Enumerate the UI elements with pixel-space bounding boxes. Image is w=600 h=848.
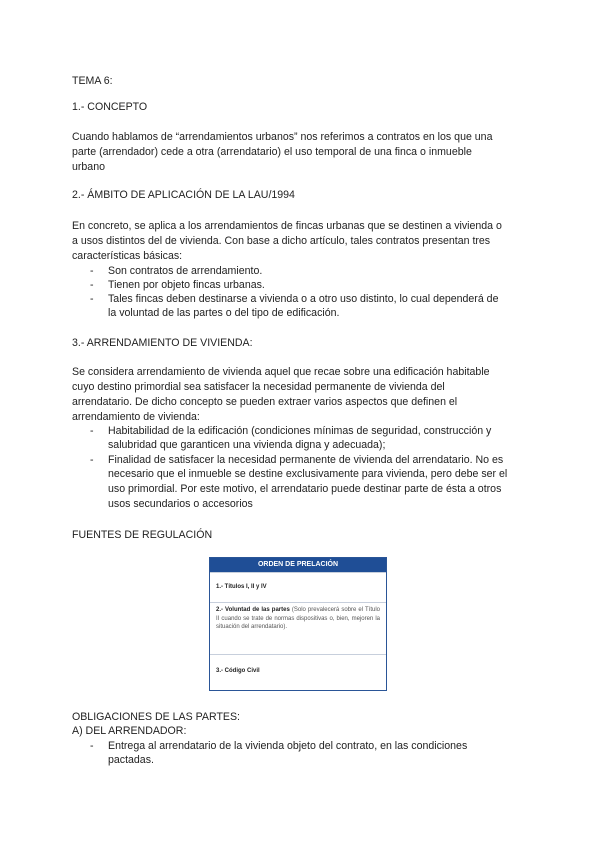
bullet-dash: - (90, 740, 94, 752)
s3-bullet-line: Habitabilidad de la edificación (condiciones mínimas de seguridad, construcción y (108, 425, 492, 437)
s2-bullet-line: Tienen por objeto fincas urbanas. (108, 279, 265, 291)
obligaciones-heading: OBLIGACIONES DE LAS PARTES: (72, 711, 240, 723)
table-row (210, 602, 386, 654)
section-1-heading: 1.- CONCEPTO (72, 101, 148, 113)
section-2-heading: 2.- ÁMBITO DE APLICACIÓN DE LA LAU/1994 (72, 189, 295, 201)
s3-bullet-line: salubridad que garanticen una vivienda digna y adecuada); (108, 439, 386, 451)
obligaciones-subheading: A) DEL ARRENDADOR: (72, 725, 187, 737)
table-row (210, 654, 386, 687)
s1-line: urbano (72, 161, 105, 173)
table-row (210, 572, 386, 602)
obligaciones-bullet-line: pactadas. (108, 754, 154, 766)
obligaciones-bullet-line: Entrega al arrendatario de la vivienda objeto del contrato, en las condiciones (108, 740, 468, 752)
s3-line: Se considera arrendamiento de vivienda aquel que recae sobre una edificación habitable (72, 366, 490, 378)
s2-line: En concreto, se aplica a los arrendamientos de fincas urbanas que se destinen a vivienda o (72, 220, 502, 232)
fuentes-heading: FUENTES DE REGULACIÓN (72, 529, 213, 541)
s1-line: Cuando hablamos de “arrendamientos urbanos” nos referimos a contratos en los que una (72, 131, 493, 143)
table-row-2-bold: 2.- Voluntad de las partes (216, 607, 290, 613)
bullet-dash: - (90, 454, 94, 466)
s3-bullet-line: Finalidad de satisfacer la necesidad permanente de vivienda del arrendatario. No es (108, 454, 504, 466)
section-3-heading: 3.- ARRENDAMIENTO DE VIVIENDA: (72, 337, 253, 349)
prelacion-table (209, 557, 387, 691)
s1-line: parte (arrendador) cede a otra (arrendatario) el uso temporal de una finca o inmueble (72, 146, 472, 158)
table-header: ORDEN DE PRELACIÓN (210, 558, 386, 572)
table-row-2-text: (Solo prevalecerá sobre el Título II cuando se trate de normas dispositivas o, bien, mejoren la situación del arrendatario). (216, 607, 381, 630)
s3-line: arrendatario. De dicho concepto se pueden extraer varios aspectos que definen el (72, 396, 458, 408)
s3-bullet-line: necesario que el inmueble se destine exclusivamente para vivienda, pero debe ser el (108, 468, 508, 480)
s2-bullet-line: la voluntad de las partes o del tipo de edificación. (108, 307, 340, 319)
s2-bullet-line: Tales fincas deben destinarse a vivienda o a otro uso distinto, lo cual dependerá de (108, 293, 499, 305)
bullet-dash: - (90, 293, 94, 305)
s3-bullet-line: usos secundarios o accesorios (108, 498, 253, 510)
s2-bullet-line: Son contratos de arrendamiento. (108, 265, 263, 277)
table-row-3: 3.- Código Civil (216, 667, 260, 674)
s3-bullet-line: uso primordial. Por este motivo, el arrendatario puede destinar parte de ésta a otros (108, 483, 502, 495)
bullet-dash: - (90, 425, 94, 437)
bullet-dash: - (90, 265, 94, 277)
s2-line: características básicas: (72, 250, 183, 262)
s3-line: arrendamiento de vivienda: (72, 411, 200, 423)
bullet-dash: - (90, 279, 94, 291)
doc-title: TEMA 6: (72, 75, 113, 87)
table-row-1: 1.- Títulos I, II y IV (216, 584, 267, 591)
s3-line: cuyo destino primordial sea satisfacer la necesidad permanente de vivienda del (72, 381, 445, 393)
s2-line: a usos distintos del de vivienda. Con base a dicho artículo, tales contratos presentan tres (72, 235, 491, 247)
